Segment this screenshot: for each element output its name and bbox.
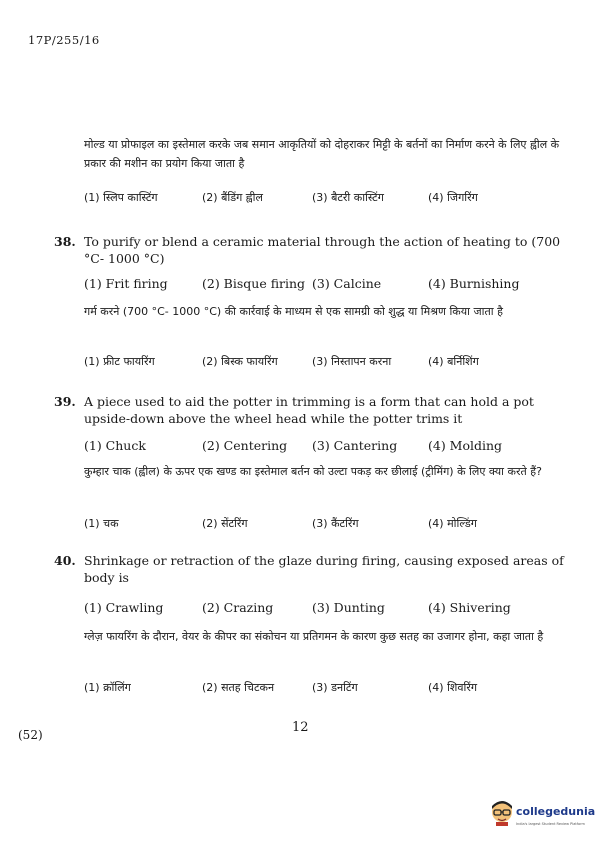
q40-hindi-option-4[interactable]: (4) शिवरिंग	[428, 681, 478, 694]
collegedunia-mascot-icon	[490, 800, 514, 826]
q37-hindi-option-3[interactable]: (3) बैटरी कास्टिंग	[312, 191, 384, 204]
q39-number: 39.	[54, 394, 76, 409]
q38-hindi-option-1[interactable]: (1) फ्रीट फायरिंग	[84, 355, 155, 368]
q38-option-3[interactable]: (3) Calcine	[312, 276, 382, 291]
q39-hindi-text: कुम्हार चाक (ह्वील) के ऊपर एक खण्ड का इस्तेमाल बर्तन को उल्टा पकड़ कर छीलाई (ट्रीमिंग) के लिए क्या करते हैं?	[84, 465, 542, 478]
q37-hindi-text: मोल्ड या प्रोफाइल का इस्तेमाल करके जब समान आकृतियों को दोहराकर मिट्टी के बर्तनों का निर्माण करने के लिए ह्वील के प्रकार की मशीन का प्रयोग किया जाता है	[84, 138, 560, 170]
q40-option-4[interactable]: (4) Shivering	[428, 600, 511, 615]
q40-option-2[interactable]: (2) Crazing	[202, 600, 274, 615]
q39-text: A piece used to aid the potter in trimming is a form that can hold a pot upside-down above the wheel head while the potter trims it	[84, 394, 534, 426]
q39-hindi-option-2[interactable]: (2) सेंटरिंग	[202, 517, 248, 530]
q38-option-4[interactable]: (4) Burnishing	[428, 276, 520, 291]
q39-options	[84, 438, 564, 456]
q40-hindi-text: ग्लेज़ फायरिंग के दौरान, वेयर के कीपर का संकोचन या प्रतिगमन के कारण कुछ सतह का उजागर होना, कहा जाता है	[84, 630, 544, 643]
q40-options	[84, 600, 564, 618]
q39-option-3[interactable]: (3) Cantering	[312, 438, 398, 453]
q40-hindi-options	[84, 678, 564, 698]
q38-hindi-options	[84, 352, 564, 372]
q40-hindi-option-1[interactable]: (1) क्रॉलिंग	[84, 681, 131, 694]
q39-hindi-option-3[interactable]: (3) कैंटरिंग	[312, 517, 359, 530]
q40-hindi-option-3[interactable]: (3) डनटिंग	[312, 681, 358, 694]
page-number: 12	[292, 720, 309, 735]
paper-code: 17P/255/16	[28, 33, 100, 47]
brand-name[interactable]: collegedunia	[516, 805, 595, 818]
page-reference: (52)	[18, 728, 43, 742]
q38-option-2[interactable]: (2) Bisque firing	[202, 276, 306, 291]
q38-options	[84, 276, 564, 294]
q39-option-1[interactable]: (1) Chuck	[84, 438, 146, 453]
brand-tagline: India's largest Student Review Platform	[516, 822, 585, 826]
q38-number: 38.	[54, 234, 76, 249]
q38-hindi-option-3[interactable]: (3) निस्तापन करना	[312, 355, 392, 368]
q39-option-2[interactable]: (2) Centering	[202, 438, 288, 453]
q38-text: To purify or blend a ceramic material through the action of heating to (700 °C- 1000 °C)	[84, 234, 561, 266]
q37-hindi-option-1[interactable]: (1) स्लिप कास्टिंग	[84, 191, 158, 204]
q38-hindi-text: गर्म करने (700 °C- 1000 °C) की कार्रवाई के माध्यम से एक सामग्री को शुद्ध या मिश्रण किया जाता है	[84, 305, 503, 318]
q40-number: 40.	[54, 553, 76, 568]
q39-hindi-option-4[interactable]: (4) मोल्डिंग	[428, 517, 477, 530]
q40-option-3[interactable]: (3) Dunting	[312, 600, 385, 615]
q39-option-4[interactable]: (4) Molding	[428, 438, 503, 453]
q40-text: Shrinkage or retraction of the glaze during firing, causing exposed areas of body is	[84, 553, 564, 585]
q39-hindi-options	[84, 514, 564, 534]
q37-hindi-option-4[interactable]: (4) जिगरिंग	[428, 191, 478, 204]
q37-hindi-options	[84, 188, 564, 208]
q40-option-1[interactable]: (1) Crawling	[84, 600, 164, 615]
q39-hindi-option-1[interactable]: (1) चक	[84, 517, 119, 530]
q38-hindi-option-2[interactable]: (2) बिस्क फायरिंग	[202, 355, 278, 368]
q37-hindi-option-2[interactable]: (2) बैंडिंग ह्वील	[202, 191, 263, 204]
q38-option-1[interactable]: (1) Frit firing	[84, 276, 168, 291]
q40-hindi-option-2[interactable]: (2) सतह चिटकन	[202, 681, 275, 694]
q38-hindi-option-4[interactable]: (4) बर्निशिंग	[428, 355, 479, 368]
